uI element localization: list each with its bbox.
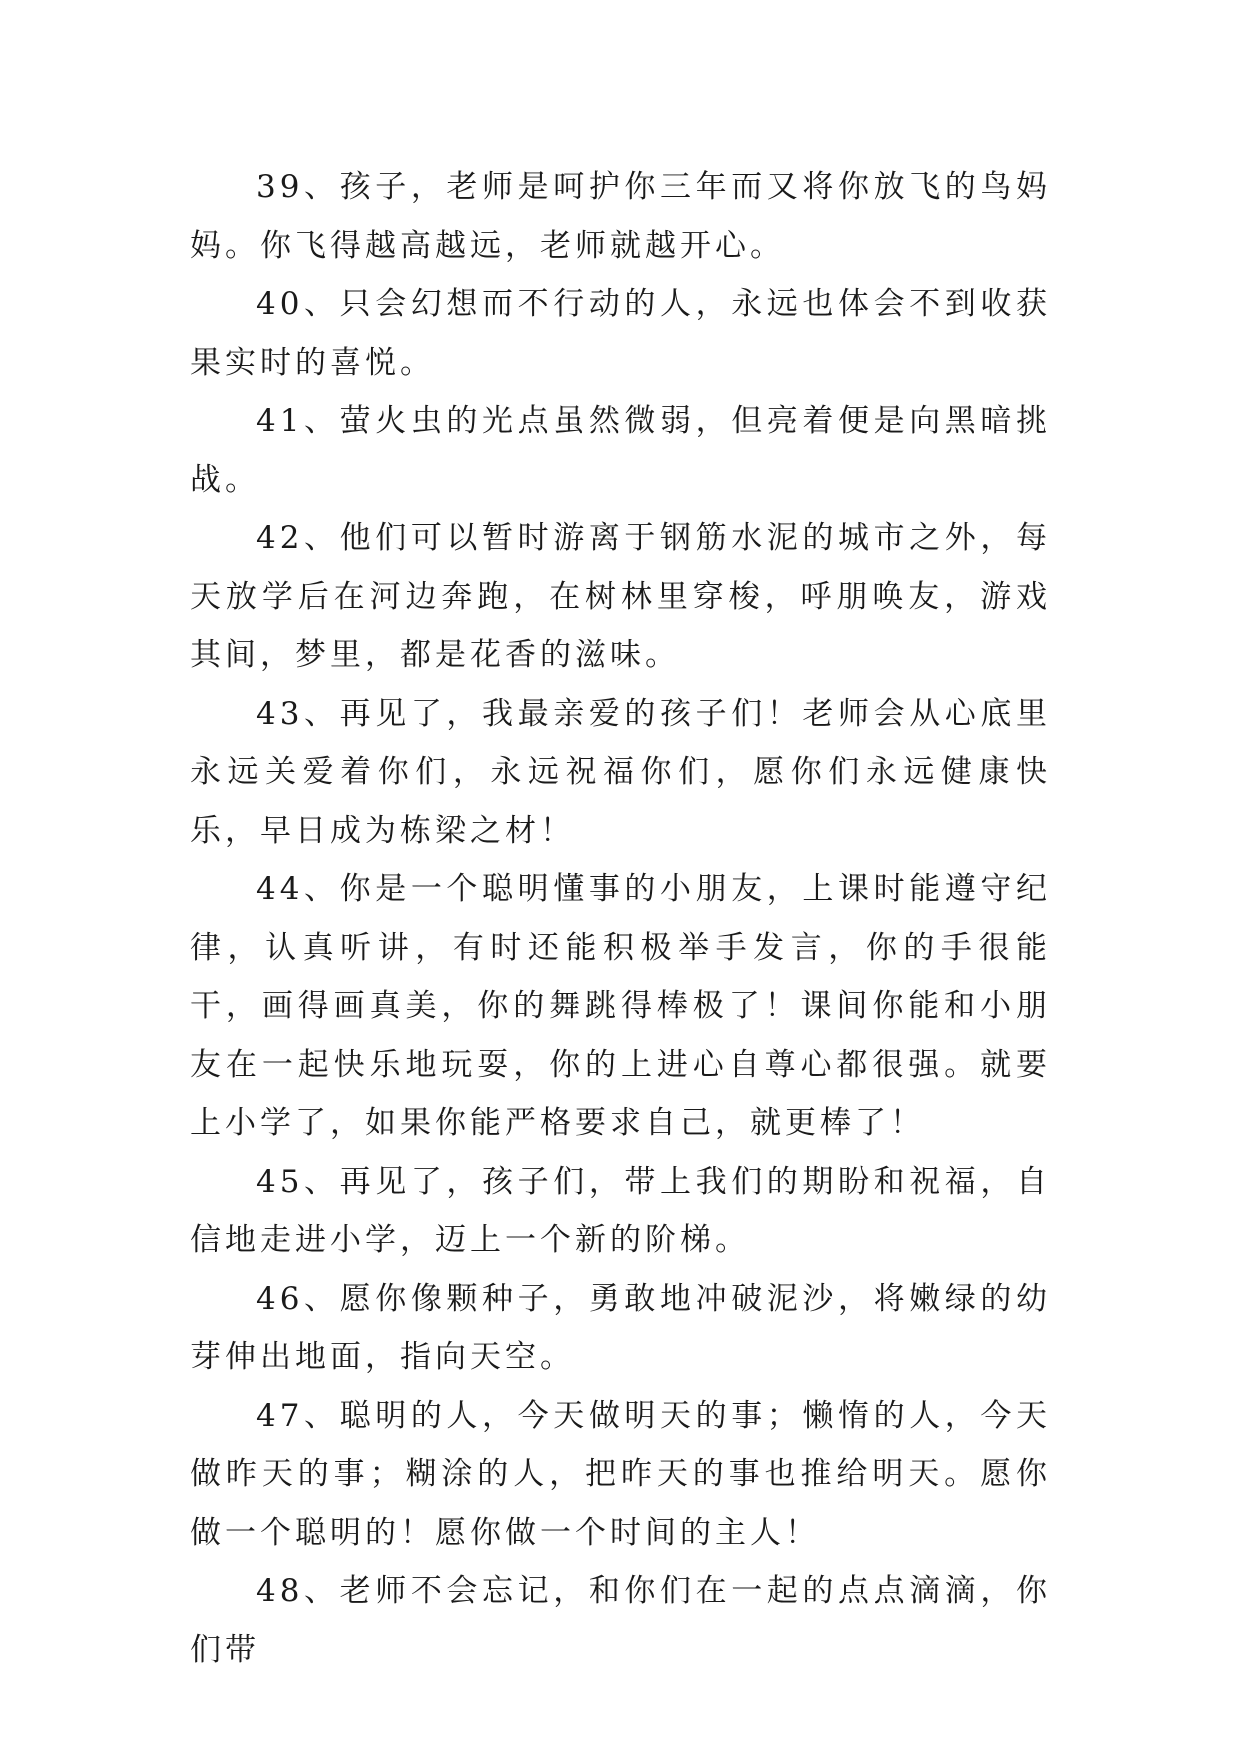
- document-body: [190, 158, 1051, 1679]
- paragraph-45: 45、再见了，孩子们，带上我们的期盼和祝福，自信地走进小学，迈上一个新的阶梯。: [190, 1163, 1051, 1258]
- paragraph-40: 40、只会幻想而不行动的人，永远也体会不到收获果实时的喜悦。: [190, 286, 1051, 381]
- paragraph-43: 43、再见了，我最亲爱的孩子们！老师会从心底里永远关爱着你们，永远祝福你们，愿你们永远健康快乐，早日成为栋梁之材！: [190, 695, 1051, 849]
- paragraph-47: 47、聪明的人，今天做明天的事；懒惰的人，今天做昨天的事；糊涂的人，把昨天的事也推给明天。愿你做一个聪明的！愿你做一个时间的主人！: [190, 1397, 1051, 1551]
- paragraph-39: 39、孩子，老师是呵护你三年而又将你放飞的鸟妈妈。你飞得越高越远，老师就越开心。: [190, 169, 1051, 264]
- paragraph-44: 44、你是一个聪明懂事的小朋友，上课时能遵守纪律，认真听讲，有时还能积极举手发言，你的手很能干，画得画真美，你的舞跳得棒极了！课间你能和小朋友在一起快乐地玩耍，你的上进心自尊心都很强。就要上小学了，如果你能严格要求自己，就更棒了！: [190, 871, 1051, 1141]
- paragraph-46: 46、愿你像颗种子，勇敢地冲破泥沙，将嫩绿的幼芽伸出地面，指向天空。: [190, 1280, 1051, 1375]
- paragraph-41: 41、萤火虫的光点虽然微弱，但亮着便是向黑暗挑战。: [190, 403, 1051, 498]
- paragraph-48: 48、老师不会忘记，和你们在一起的点点滴滴，你们带: [190, 1573, 1051, 1668]
- paragraph-42: 42、他们可以暂时游离于钢筋水泥的城市之外，每天放学后在河边奔跑，在树林里穿梭，呼朋唤友，游戏其间，梦里，都是花香的滋味。: [190, 520, 1051, 673]
